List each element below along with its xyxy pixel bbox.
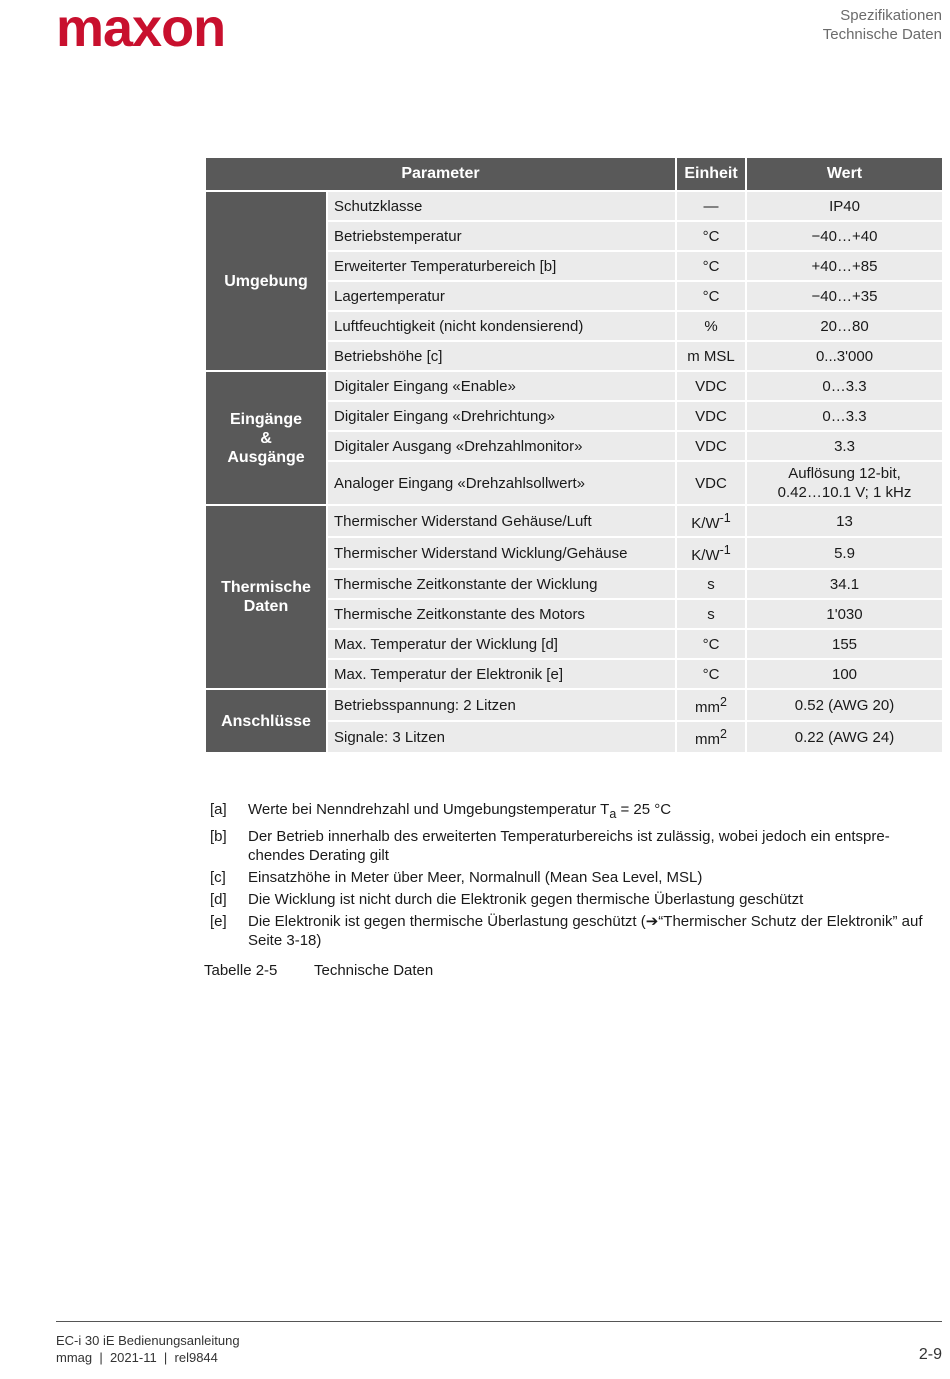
group-label-cell [205,689,327,753]
running-header [823,6,942,44]
unit-text: °C [702,635,720,653]
footnote-marker: [c] [210,869,226,886]
group-label-cell [205,505,327,689]
table-row [205,371,943,401]
group-label-line: Eingänge [229,410,302,428]
unit-cell [676,537,746,569]
parameter-cell: Digitaler Eingang «Enable» [327,371,676,401]
unit-text: VDC [695,474,727,492]
unit-text: m MSL [687,347,735,365]
unit-text: s [707,605,715,623]
unit-cell [676,505,746,537]
unit-text: VDC [695,377,727,395]
value-line: 100 [831,665,858,683]
footer-doc-title: EC-i 30 iE Bedienungsanleitung [56,1333,240,1348]
value-line: 155 [831,635,858,653]
caption-title: Technische Daten [314,962,434,979]
unit-cell [676,251,746,281]
group-label-cell [205,371,327,505]
unit-text: VDC [695,407,727,425]
unit-cell [676,659,746,689]
value-cell [746,505,943,537]
unit-exponent: 2 [720,726,727,741]
value-line: 1'030 [826,605,863,623]
parameter-cell: Thermischer Widerstand Gehäuse/Luft [327,505,676,537]
footnote-text-part: = 25 °C [616,801,672,818]
footer-doc-meta: mmag | 2021-11 | rel9844 [56,1350,218,1365]
value-line: 0.22 (AWG 24) [794,728,895,746]
parameter-cell: Luftfeuchtigkeit (nicht kondensierend) [327,311,676,341]
unit-exponent: -1 [719,542,731,557]
parameter-cell: Signale: 3 Litzen [327,721,676,753]
value-cell [746,689,943,721]
value-line: −40…+35 [811,287,878,305]
unit-text: mm [695,730,721,748]
unit-text: — [703,197,719,215]
unit-cell [676,281,746,311]
group-label-line: Ausgänge [227,448,305,466]
footnote-text [248,868,932,887]
value-cell [746,569,943,599]
parameter-cell: Analoger Eingang «Drehzahlsollwert» [327,461,676,505]
value-cell [746,341,943,371]
unit-cell [676,689,746,721]
unit-exponent: -1 [719,510,731,525]
table-row [205,689,943,721]
group-label-line: Daten [243,598,289,615]
footnote-text [248,800,932,824]
header-parameter: Parameter [205,157,676,191]
unit-text: °C [702,257,720,275]
footnote-text-part: Die Elektronik ist gegen thermische Überlastung geschützt ( [248,913,646,930]
value-cell [746,401,943,431]
unit-text: °C [702,227,720,245]
unit-cell [676,371,746,401]
footnote-marker: [e] [210,913,227,930]
value-cell [746,191,943,221]
value-line: −40…+40 [811,227,878,245]
value-line: 0…3.3 [822,377,867,395]
footnote-marker: [d] [210,891,227,908]
footnote-marker: [a] [210,801,227,818]
value-cell [746,281,943,311]
header-value: Wert [746,157,943,191]
unit-text: % [704,317,718,335]
parameter-cell: Thermische Zeitkonstante des Motors [327,599,676,629]
header-section: Spezifikationen [840,7,942,24]
technical-data-table [204,156,944,754]
unit-text: VDC [695,437,727,455]
parameter-cell: Max. Temperatur der Wicklung [d] [327,629,676,659]
footnote [204,890,932,909]
parameter-cell: Lagertemperatur [327,281,676,311]
page-number: 2-9 [918,1346,942,1363]
unit-cell [676,431,746,461]
value-cell [746,659,943,689]
parameter-cell: Betriebshöhe [c] [327,341,676,371]
unit-text: °C [702,287,720,305]
value-cell [746,721,943,753]
value-cell [746,371,943,401]
value-cell [746,599,943,629]
footnote-text-part: Der Betrieb innerhalb des erweiterten Temperaturbereichs ist zulässig, wobei jedoch ein entspre-chendes Derating gilt [248,828,890,864]
footnote-marker: [b] [210,828,227,845]
parameter-cell: Schutzklasse [327,191,676,221]
table-caption [204,962,433,979]
unit-cell [676,311,746,341]
parameter-cell: Thermische Zeitkonstante der Wicklung [327,569,676,599]
footnote [204,800,932,824]
unit-cell [676,221,746,251]
parameter-cell: Erweiterter Temperaturbereich [b] [327,251,676,281]
value-cell [746,311,943,341]
footnote-text-part: “Thermischer Schutz der Elektronik” auf Seite 3-18) [248,913,923,949]
value-line: 34.1 [829,575,860,593]
footnote-text-part: Einsatzhöhe in Meter über Meer, Normalnull (Mean Sea Level, MSL) [248,869,703,886]
unit-text: mm [695,698,721,716]
value-line: +40…+85 [811,257,878,275]
unit-exponent: 2 [720,694,727,709]
footnote [204,827,932,865]
unit-cell [676,569,746,599]
value-line: 13 [836,512,853,530]
value-cell [746,537,943,569]
arrow-right-icon: ➔ [645,913,659,930]
group-label-line: Umgebung [224,272,308,290]
table-header-row [205,157,943,191]
value-line: 5.9 [834,544,855,562]
unit-text: K/W [691,514,720,532]
value-line: 0…3.3 [822,407,867,425]
parameter-cell: Betriebsspannung: 2 Litzen [327,689,676,721]
value-line: 20…80 [820,317,869,335]
footnote-text-part: Die Wicklung ist nicht durch die Elektronik gegen thermische Überlastung geschützt [248,891,804,908]
value-line: 0.52 (AWG 20) [794,696,895,714]
value-cell [746,629,943,659]
table-row [205,505,943,537]
footer-divider [56,1321,942,1322]
value-cell [746,461,943,505]
unit-cell [676,461,746,505]
unit-cell [676,341,746,371]
group-label-line: Thermische [221,579,311,596]
value-cell [746,431,943,461]
unit-cell [676,401,746,431]
footer-document-info [56,1332,240,1366]
footnote-text-part: Werte bei Nenndrehzahl und Umgebungstemperatur T [248,801,610,818]
subscript-a: a [609,807,617,821]
unit-text: °C [702,665,720,683]
parameter-cell: Thermischer Widerstand Wicklung/Gehäuse [327,537,676,569]
footnote-text [248,890,932,909]
table-row [205,191,943,221]
maxon-logo: maxon [56,0,226,58]
footnote-text [248,827,932,865]
footnote [204,912,932,950]
group-label-line: & [260,429,272,447]
header-unit: Einheit [676,157,746,191]
value-line: IP40 [829,197,860,215]
value-line: 3.3 [834,437,855,455]
parameter-cell: Max. Temperatur der Elektronik [e] [327,659,676,689]
value-line: Auflösung 12-bit, [788,465,901,482]
footnote-text [248,912,932,950]
parameter-cell: Digitaler Ausgang «Drehzahlmonitor» [327,431,676,461]
unit-cell [676,629,746,659]
group-label-cell [205,191,327,371]
unit-cell [676,191,746,221]
value-line: 0.42…10.1 V; 1 kHz [777,484,912,501]
footnote [204,868,932,887]
parameter-cell: Betriebstemperatur [327,221,676,251]
unit-cell [676,599,746,629]
unit-text: K/W [691,546,720,564]
unit-text: s [707,575,715,593]
value-cell [746,251,943,281]
value-cell [746,221,943,251]
unit-cell [676,721,746,753]
value-line: 0...3'000 [815,347,874,365]
caption-number: Tabelle 2-5 [204,962,278,979]
footnotes [204,800,932,953]
header-subsection: Technische Daten [822,26,942,43]
parameter-cell: Digitaler Eingang «Drehrichtung» [327,401,676,431]
group-label-line: Anschlüsse [221,712,311,730]
